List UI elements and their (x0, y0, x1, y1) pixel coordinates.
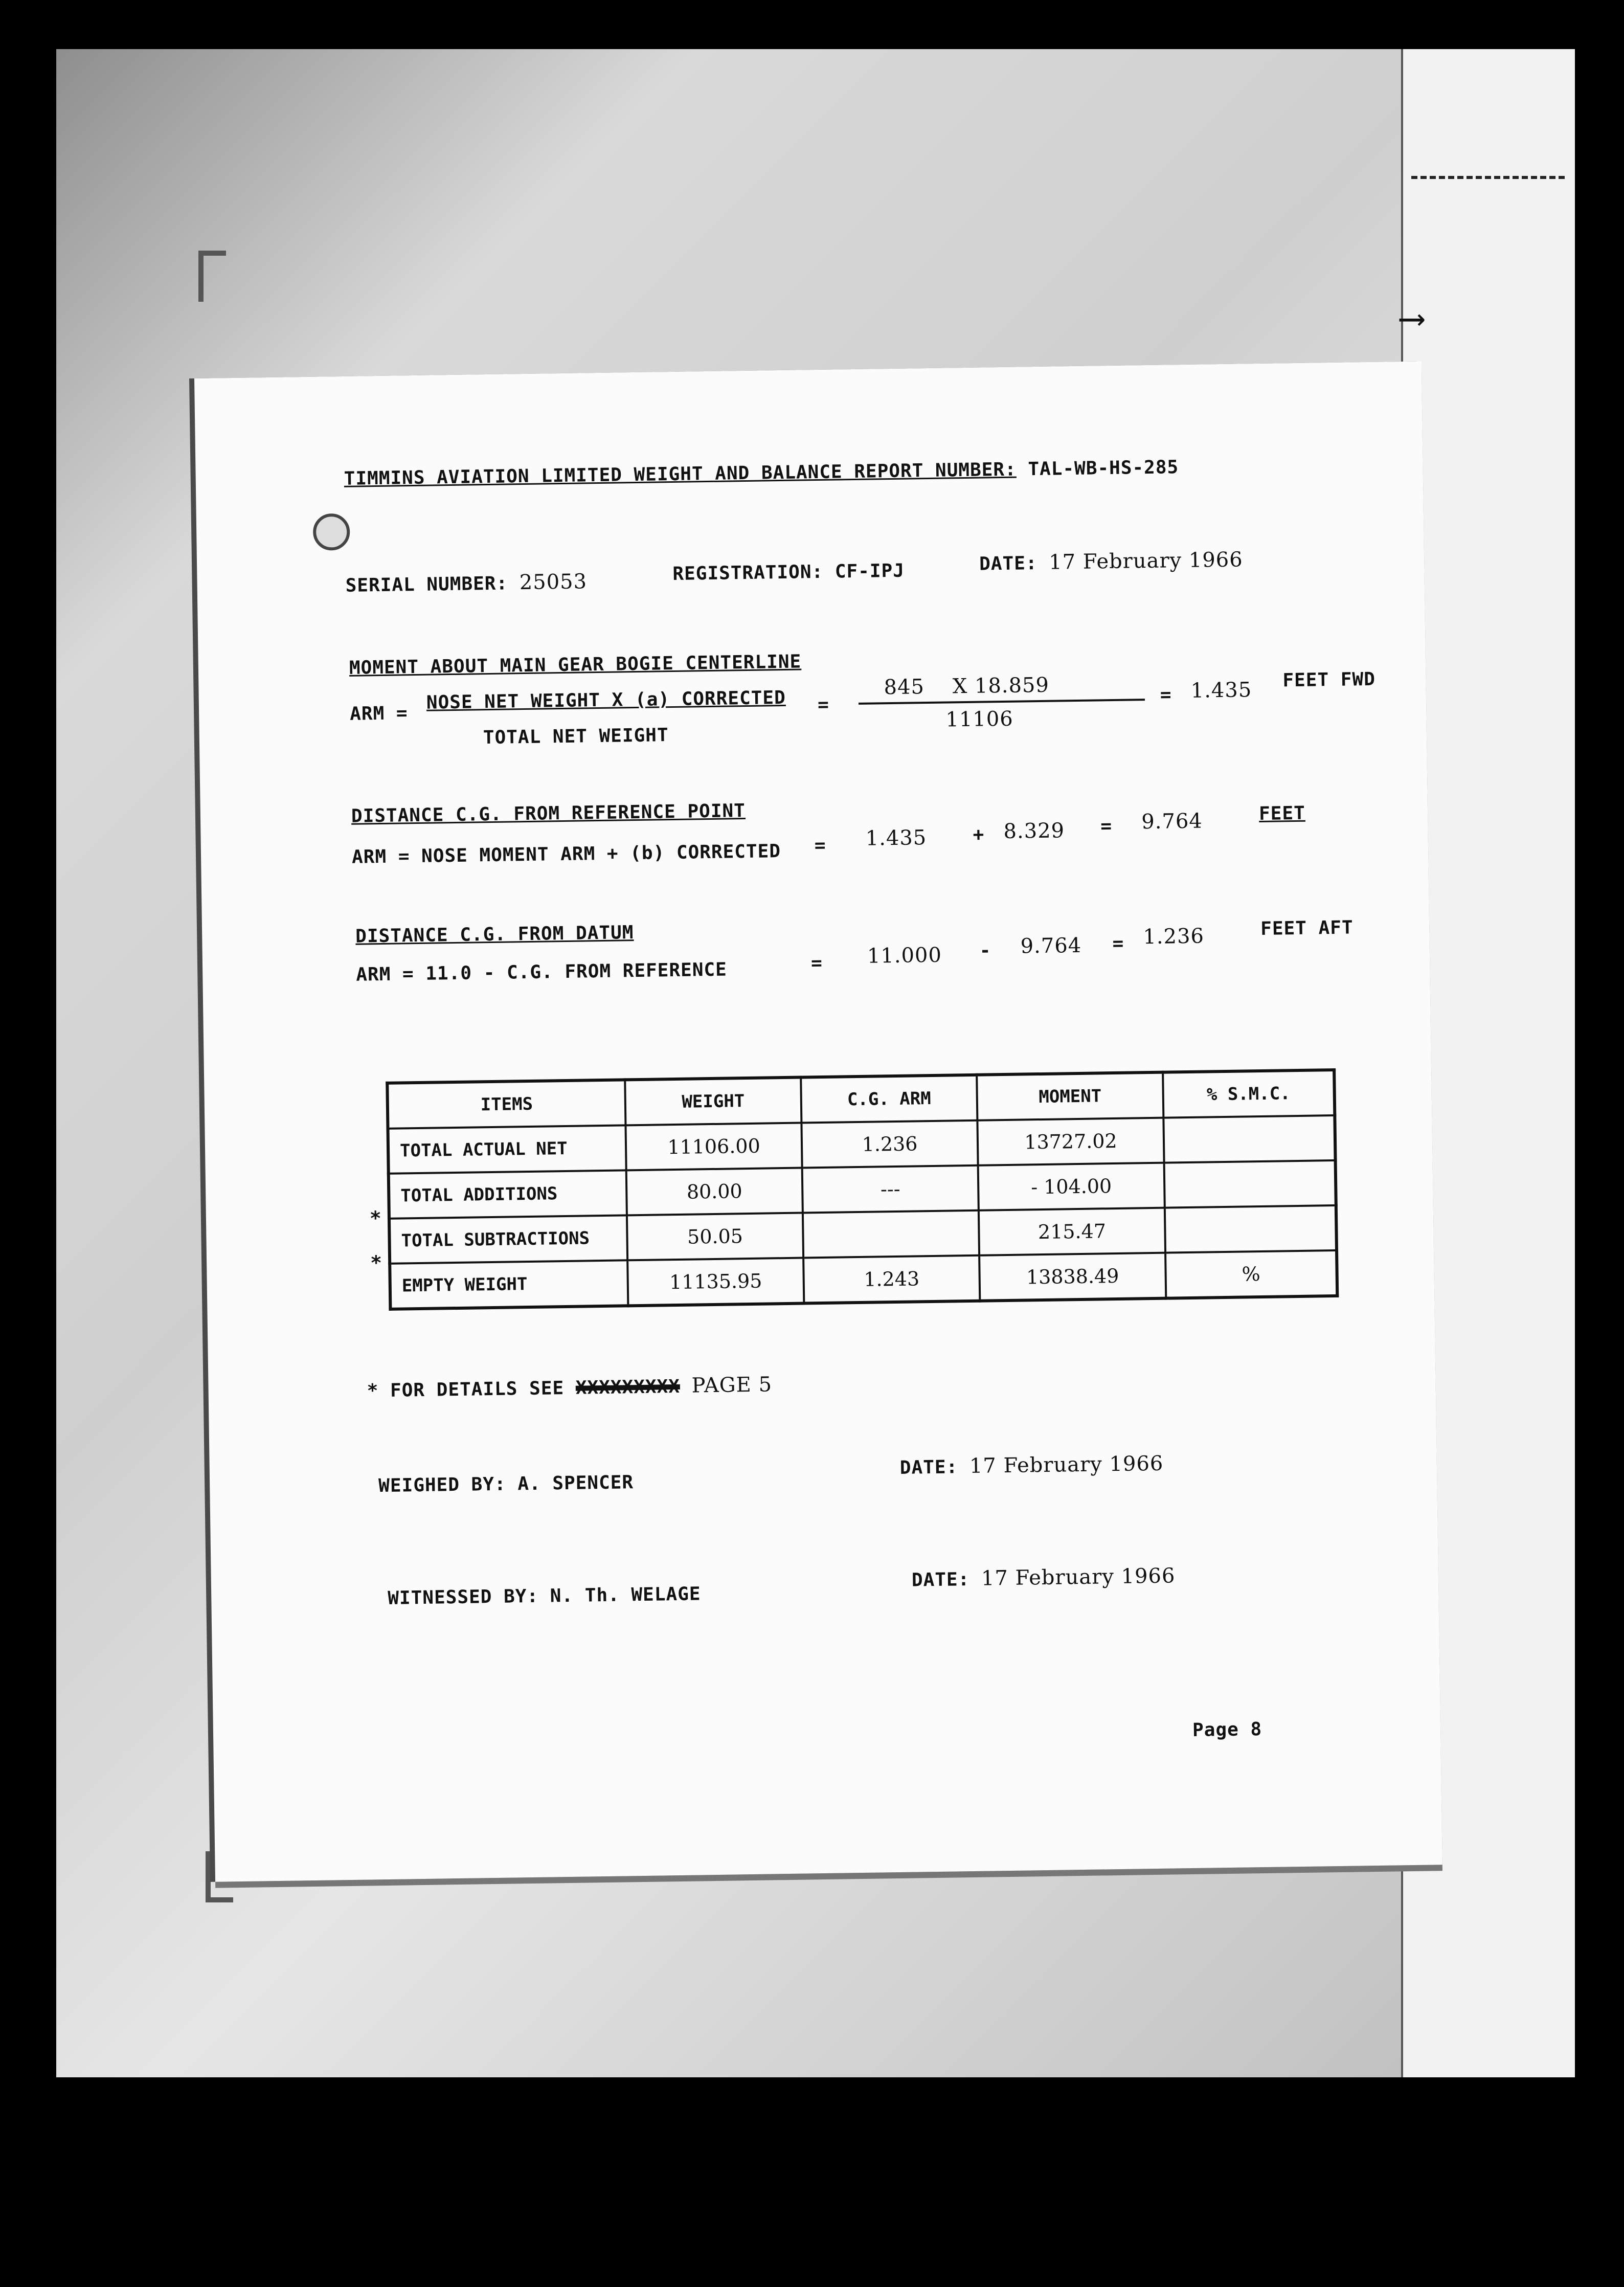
header-date-row (979, 548, 1243, 575)
header-date-value: 17 February 1966 (1048, 548, 1243, 574)
weighed-date: 17 February 1966 (969, 1451, 1164, 1478)
crop-corner-top (198, 251, 226, 302)
datum-term-1: 11.000 (867, 943, 942, 968)
subtractions-star: * (370, 1251, 382, 1274)
weighed-date-row (900, 1452, 1164, 1479)
punch-hole (313, 513, 350, 551)
fraction-bar (859, 699, 1145, 705)
header-cg-arm: C.G. ARM (801, 1075, 977, 1123)
datum-formula: ARM = 11.0 - C.G. FROM REFERENCE (356, 959, 728, 985)
row-item: TOTAL ACTUAL NET (388, 1125, 626, 1173)
row-arm: 1.243 (803, 1255, 980, 1304)
datum-equals-2: = (1112, 933, 1124, 955)
datum-operator: - (979, 940, 991, 961)
arrow-icon: ⟶ (1401, 297, 1423, 339)
footnote-star: * (367, 1380, 379, 1402)
witnessed-row (388, 1583, 701, 1609)
moment-calc-denominator: 11106 (945, 707, 1014, 732)
registration-value: CF-IPJ (834, 560, 905, 582)
row-item: TOTAL SUBTRACTIONS (389, 1215, 627, 1263)
row-item: EMPTY WEIGHT (390, 1260, 628, 1309)
header-date-label: DATE: (979, 553, 1037, 575)
row-smc (1164, 1160, 1336, 1208)
footnote-page-ref: PAGE 5 (691, 1373, 773, 1398)
witnessed-date: 17 February 1966 (981, 1564, 1176, 1590)
row-weight: 11106.00 (625, 1123, 802, 1171)
reference-heading: DISTANCE C.G. FROM REFERENCE POINT (351, 800, 746, 827)
footnote-text: FOR DETAILS SEE (390, 1378, 565, 1401)
reference-unit: FEET (1258, 802, 1306, 825)
header-smc: % S.M.C. (1163, 1070, 1335, 1118)
serial-value: 25053 (519, 570, 588, 595)
row-moment: - 104.00 (978, 1163, 1165, 1210)
registration-row (672, 560, 905, 585)
reference-equals-1: = (814, 835, 826, 857)
moment-numerator: NOSE NET WEIGHT X (a) CORRECTED (426, 687, 786, 713)
row-item: TOTAL ADDITIONS (389, 1170, 627, 1218)
row-smc (1165, 1205, 1337, 1253)
report-page (194, 361, 1442, 1881)
weighed-row (378, 1472, 634, 1496)
reference-formula: ARM = NOSE MOMENT ARM + (b) CORRECTED (351, 841, 781, 868)
row-arm: 1.236 (801, 1120, 978, 1168)
datum-term-2: 9.764 (1020, 933, 1082, 958)
moment-equals-2: = (1160, 684, 1172, 706)
weighed-name: A. SPENCER (517, 1472, 634, 1495)
registration-label: REGISTRATION: (672, 561, 824, 585)
moment-equals-1: = (817, 694, 830, 716)
moment-result: 1.435 (1190, 678, 1252, 703)
header-items: ITEMS (387, 1080, 625, 1128)
witnessed-label: WITNESSED BY: (388, 1585, 539, 1609)
row-smc: % (1165, 1250, 1337, 1298)
footnote (367, 1373, 772, 1402)
reference-term-2: 8.329 (1003, 819, 1065, 843)
report-title (344, 457, 1179, 489)
moment-denominator: TOTAL NET WEIGHT (483, 725, 669, 749)
weight-balance-table (386, 1068, 1339, 1311)
reference-term-1: 1.435 (865, 826, 927, 850)
report-title-text: TIMMINS AVIATION LIMITED WEIGHT AND BALANCE REPORT NUMBER: (344, 459, 1017, 489)
reference-operator: + (973, 824, 985, 845)
reference-result: 9.764 (1141, 809, 1203, 834)
footnote-struck: XXXXXXXXX (575, 1376, 681, 1399)
row-arm: --- (802, 1165, 979, 1213)
moment-arm-label: ARM = (349, 703, 408, 725)
moment-calc-numerator: 845 X 18.859 (884, 673, 1050, 700)
row-weight: 11135.95 (627, 1258, 804, 1306)
row-moment: 215.47 (979, 1208, 1165, 1255)
witnessed-date-label: DATE: (911, 1569, 970, 1591)
reference-equals-2: = (1100, 816, 1113, 837)
datum-unit: FEET AFT (1260, 917, 1354, 939)
witnessed-name: N. Th. WELAGE (550, 1583, 701, 1607)
page-number: Page 8 (1192, 1719, 1262, 1741)
serial-label: SERIAL NUMBER: (345, 573, 508, 596)
weighed-label: WEIGHED BY: (378, 1473, 506, 1497)
dash-mark (1411, 176, 1565, 179)
header-moment: MOMENT (977, 1072, 1163, 1120)
row-smc (1163, 1115, 1335, 1163)
report-number: TAL-WB-HS-285 (1028, 457, 1179, 480)
witnessed-date-row (912, 1564, 1176, 1591)
datum-equals-1: = (810, 952, 823, 974)
row-moment: 13727.02 (977, 1118, 1164, 1165)
row-weight: 80.00 (626, 1168, 803, 1216)
moment-unit: FEET FWD (1282, 668, 1376, 691)
row-moment: 13838.49 (979, 1253, 1166, 1301)
additions-star: * (369, 1207, 382, 1230)
serial-row (345, 570, 587, 597)
row-weight: 50.05 (627, 1213, 803, 1261)
datum-result: 1.236 (1143, 924, 1205, 949)
header-weight: WEIGHT (625, 1078, 801, 1126)
row-arm (803, 1210, 979, 1258)
weighed-date-label: DATE: (899, 1456, 958, 1478)
datum-heading: DISTANCE C.G. FROM DATUM (355, 922, 634, 947)
moment-heading: MOMENT ABOUT MAIN GEAR BOGIE CENTERLINE (349, 651, 802, 679)
